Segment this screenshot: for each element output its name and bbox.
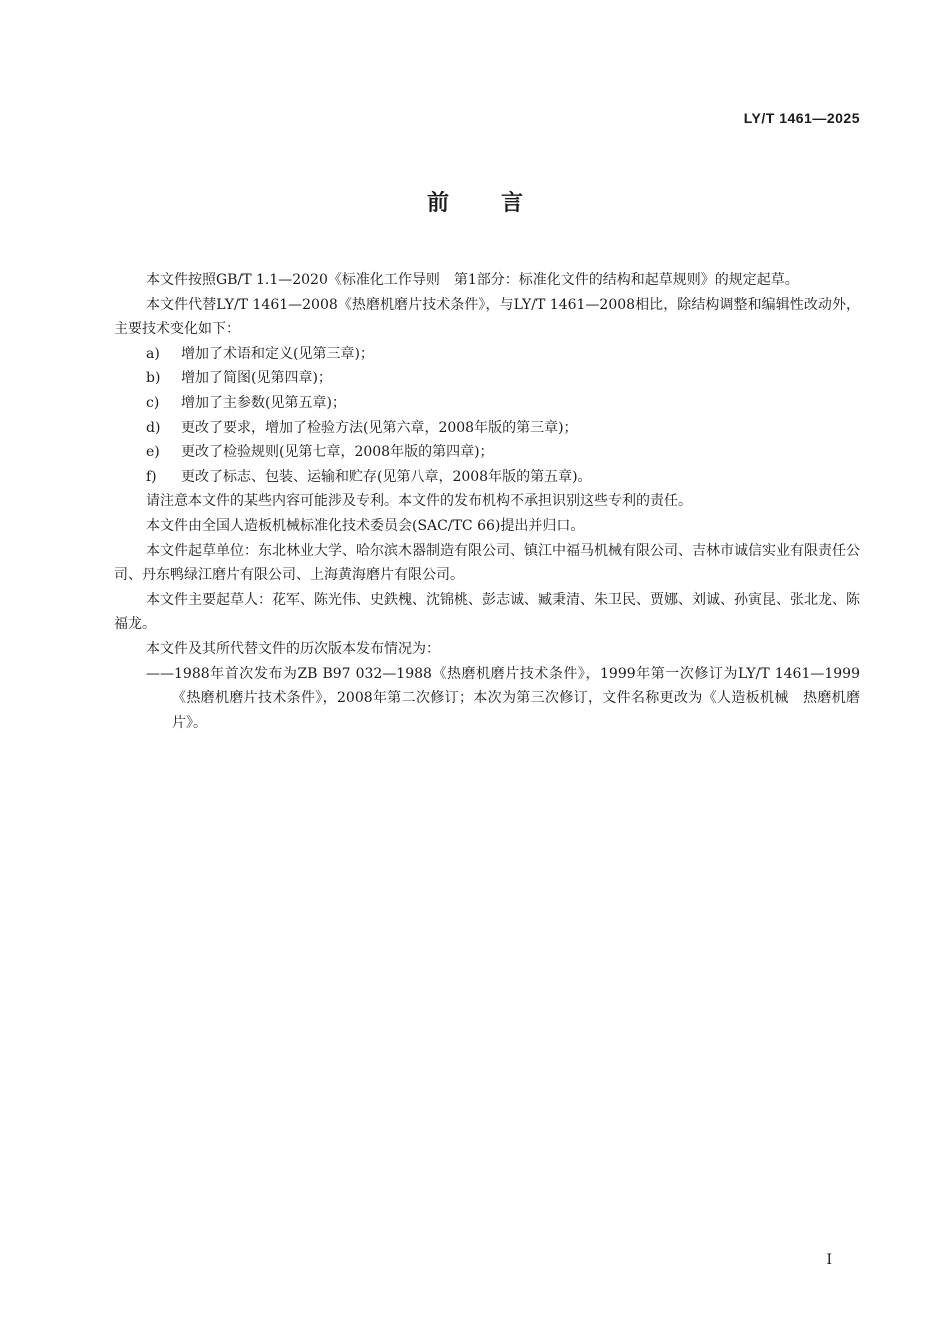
foreword-body (114, 268, 860, 735)
list-text: 增加了简图(见第四章)； (181, 370, 332, 387)
list-text: 增加了主参数(见第五章)； (181, 394, 346, 411)
list-marker: e) (146, 444, 160, 461)
paragraph-drafting-rules: 本文件按照GB/T 1.1—2020《标准化工作导则 第1部分：标准化文件的结构和起草规则》的规定起草。 (146, 272, 799, 288)
list-text: 更改了标志、包装、运输和贮存(见第八章，2008年版的第五章)。 (181, 468, 592, 485)
list-marker: d) (146, 419, 161, 436)
list-marker: a) (146, 345, 160, 362)
list-text: 更改了检验规则(见第七章，2008年版的第四章)； (181, 444, 494, 461)
standard-code: LY/T 1461—2025 (743, 110, 860, 126)
list-item (114, 342, 860, 367)
list-text: 增加了术语和定义(见第三章)； (181, 345, 374, 362)
list-marker: b) (146, 370, 161, 387)
list-item (114, 391, 860, 416)
list-item (114, 366, 860, 391)
page-title: 前言 (426, 191, 575, 216)
list-item (114, 465, 860, 490)
list-item (114, 440, 860, 465)
history-entry: ——1988年首次发布为ZB B97 032—1988《热磨机磨片技术条件》，1999年第一次修订为LY/T 1461—1999《热磨机磨片技术条件》，2008年第二次修订；本次为第三次修订，文件名称更改为《人造板机械 热磨机磨片》。 (146, 665, 860, 731)
paragraph-patent-notice: 请注意本文件的某些内容可能涉及专利。本文件的发布机构不承担识别这些专利的责任。 (146, 493, 692, 510)
list-item (114, 416, 860, 441)
page-number: I (826, 1252, 832, 1268)
list-text: 更改了要求，增加了检验方法(见第六章，2008年版的第三章)； (181, 419, 578, 436)
paragraph-proposer: 本文件由全国人造板机械标准化技术委员会(SAC/TC 66)提出并归口。 (146, 517, 585, 534)
paragraph-drafting-units: 本文件起草单位：东北林业大学、哈尔滨木器制造有限公司、镇江中福马机械有限公司、吉林市诚信实业有限责任公司、丹东鸭绿江磨片有限公司、上海黄海磨片有限公司。 (114, 542, 860, 584)
list-marker: c) (146, 394, 160, 411)
paragraph-replacement: 本文件代替LY/T 1461—2008《热磨机磨片技术条件》，与LY/T 1461—2008相比，除结构调整和编辑性改动外，主要技术变化如下： (114, 296, 860, 338)
paragraph-drafters: 本文件主要起草人：花军、陈光伟、史鉄槐、沈锦桃、彭志诚、臧秉清、朱卫民、贾娜、刘诚、孙寅昆、张北龙、陈福龙。 (114, 591, 860, 633)
list-marker: f) (146, 468, 157, 485)
paragraph-history-intro: 本文件及其所代替文件的历次版本发布情况为： (146, 640, 440, 657)
